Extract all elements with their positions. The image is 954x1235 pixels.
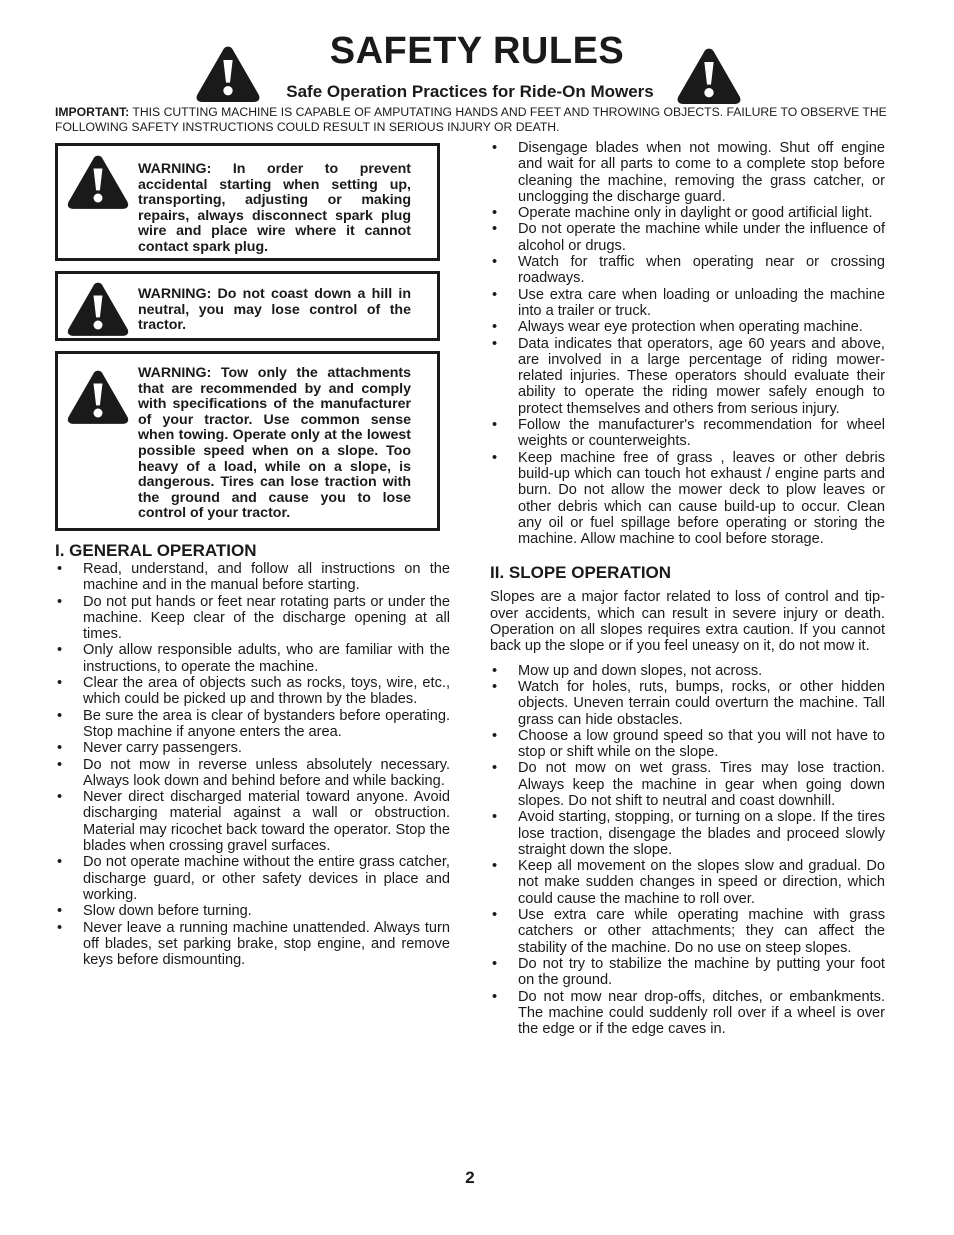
list-item: • Disengage blades when not mowing. Shut off engine and wait for all parts to come to a complete stop before cleaning the machine, removing the grass catcher, or unclogging the discharge guard. bbox=[490, 140, 885, 205]
list-item: • Watch for traffic when operating near or crossing roadways. bbox=[490, 254, 885, 287]
list-item: • Do not mow in reverse unless absolutely necessary. Always look down and behind before and while backing. bbox=[55, 757, 450, 790]
left-column bbox=[55, 143, 450, 968]
page-title: SAFETY RULES bbox=[329, 30, 625, 72]
list-item: • Use extra care while operating machine with grass catchers or other attachments; they can affect the stability of the machine. Do no use on steep slopes. bbox=[490, 907, 885, 956]
list-item: • Watch for holes, ruts, bumps, rocks, or other hidden objects. Uneven terrain could overturn the machine. Tall grass can hide obstacles. bbox=[490, 679, 885, 728]
warning-box-spark-plug bbox=[55, 143, 440, 261]
list-item: • Do not try to stabilize the machine by putting your foot on the ground. bbox=[490, 956, 885, 989]
list-item: • Choose a low ground speed so that you will not have to stop or shift while on the slope. bbox=[490, 728, 885, 761]
list-item: • Operate machine only in daylight or good artificial light. bbox=[490, 205, 885, 221]
list-item: • Read, understand, and follow all instructions on the machine and in the manual before starting. bbox=[55, 561, 450, 594]
section-heading-general-operation: I. GENERAL OPERATION bbox=[55, 541, 257, 560]
important-label: IMPORTANT: bbox=[55, 105, 130, 119]
list-item: • Do not operate machine without the entire grass catcher, discharge guard, or other safety devices in place and working. bbox=[55, 854, 450, 903]
important-notice bbox=[55, 105, 900, 135]
general-operation-list bbox=[55, 561, 450, 968]
list-item: • Always wear eye protection when operating machine. bbox=[490, 319, 885, 335]
section-heading-slope-operation: II. SLOPE OPERATION bbox=[490, 563, 672, 583]
list-item: • Data indicates that operators, age 60 years and above, are involved in a large percentage of riding mower-related injuries. These operators should evaluate their ability to operate the riding mower safely enough to protect themselves and others from serious injury. bbox=[490, 336, 885, 417]
general-operation-list-continued bbox=[490, 140, 885, 547]
warning-box-towing bbox=[55, 351, 440, 531]
list-item: • Do not put hands or feet near rotating parts or under the machine. Keep clear of the discharge opening at all times. bbox=[55, 594, 450, 643]
list-item: • Never carry passengers. bbox=[55, 740, 450, 756]
list-item: • Only allow responsible adults, who are familiar with the instructions, to operate the machine. bbox=[55, 642, 450, 675]
list-item: • Clear the area of objects such as rocks, toys, wire, etc., which could be picked up and thrown by the blades. bbox=[55, 675, 450, 708]
list-item: • Slow down before turning. bbox=[55, 903, 450, 919]
list-item: • Keep machine free of grass , leaves or other debris build-up which can touch hot exhaust / engine parts and burn. Do not allow the mower deck to plow leaves or other debris which can cause build-up to occur. Clean any oil or fuel spillage before operating or storing the machine. Allow machine to cool before storage. bbox=[490, 450, 885, 548]
slope-operation-list bbox=[490, 663, 885, 1038]
list-item: • Keep all movement on the slopes slow and gradual. Do not make sudden changes in speed or direction, which could cause the machine to roll over. bbox=[490, 858, 885, 907]
warning-triangle-icon bbox=[66, 367, 130, 432]
warning-triangle-icon bbox=[66, 152, 130, 217]
important-text: THIS CUTTING MACHINE IS CAPABLE OF AMPUTATING HANDS AND FEET AND THROWING OBJECTS. FAILURE TO OBSERVE THE FOLLOWING SAFETY INSTRUCTIONS COULD RESULT IN SERIOUS INJURY OR DEATH. bbox=[55, 105, 887, 134]
page-subtitle: Safe Operation Practices for Ride-On Mowers bbox=[286, 82, 654, 101]
list-item: • Use extra care when loading or unloading the machine into a trailer or truck. bbox=[490, 287, 885, 320]
warning-text: WARNING: In order to prevent accidental starting when setting up, transporting, adjusting or making repairs, always disconnect spark plug wire and place wire where it cannot contact spark plug. bbox=[138, 161, 411, 255]
list-item: • Mow up and down slopes, not across. bbox=[490, 663, 885, 679]
list-item: • Do not mow on wet grass. Tires may lose traction. Always keep the machine in gear when going down slopes. Do not shift to neutral and coast downhill. bbox=[490, 760, 885, 809]
page-number: 2 bbox=[465, 1168, 475, 1187]
warning-text: WARNING: Do not coast down a hill in neutral, you may lose control of the tractor. bbox=[138, 286, 411, 334]
warning-box-coast-hill bbox=[55, 271, 440, 341]
warning-triangle-icon bbox=[66, 279, 130, 344]
list-item: • Be sure the area is clear of bystanders before operating. Stop machine if anyone enters the area. bbox=[55, 708, 450, 741]
list-item: • Do not operate the machine while under the influence of alcohol or drugs. bbox=[490, 221, 885, 254]
list-item: • Do not mow near drop-offs, ditches, or embankments. The machine could suddenly roll over if a wheel is over the edge or if the edge caves in. bbox=[490, 989, 885, 1038]
slope-intro-paragraph: Slopes are a major factor related to loss of control and tip-over accidents, which can result in severe injury or death. Operation on all slopes requires extra caution. If you cannot back up the slope or if you feel uneasy on it, do not mow it. bbox=[490, 589, 885, 655]
list-item: • Never leave a running machine unattended. Always turn off blades, set parking brake, stop engine, and remove keys before dismounting. bbox=[55, 920, 450, 969]
list-item: • Never direct discharged material toward anyone. Avoid discharging material against a wall or obstruction. Material may ricochet back toward the operator. Stop the blades when crossing gravel surfaces. bbox=[55, 789, 450, 854]
list-item: • Avoid starting, stopping, or turning on a slope. If the tires lose traction, disengage the blades and proceed slowly straight down the slope. bbox=[490, 809, 885, 858]
warning-text: WARNING: Tow only the attachments that are recommended by and comply with specifications of the manufacturer of your tractor. Use common sense when towing. Operate only at the lowest possible speed when on a slope. Too heavy of a load, while on a slope, is dangerous. Tires can lose traction with the ground and cause you to lose control of your tractor. bbox=[138, 365, 411, 522]
list-item: • Follow the manufacturer's recommendation for wheel weights or counterweights. bbox=[490, 417, 885, 450]
right-column bbox=[490, 140, 885, 1037]
